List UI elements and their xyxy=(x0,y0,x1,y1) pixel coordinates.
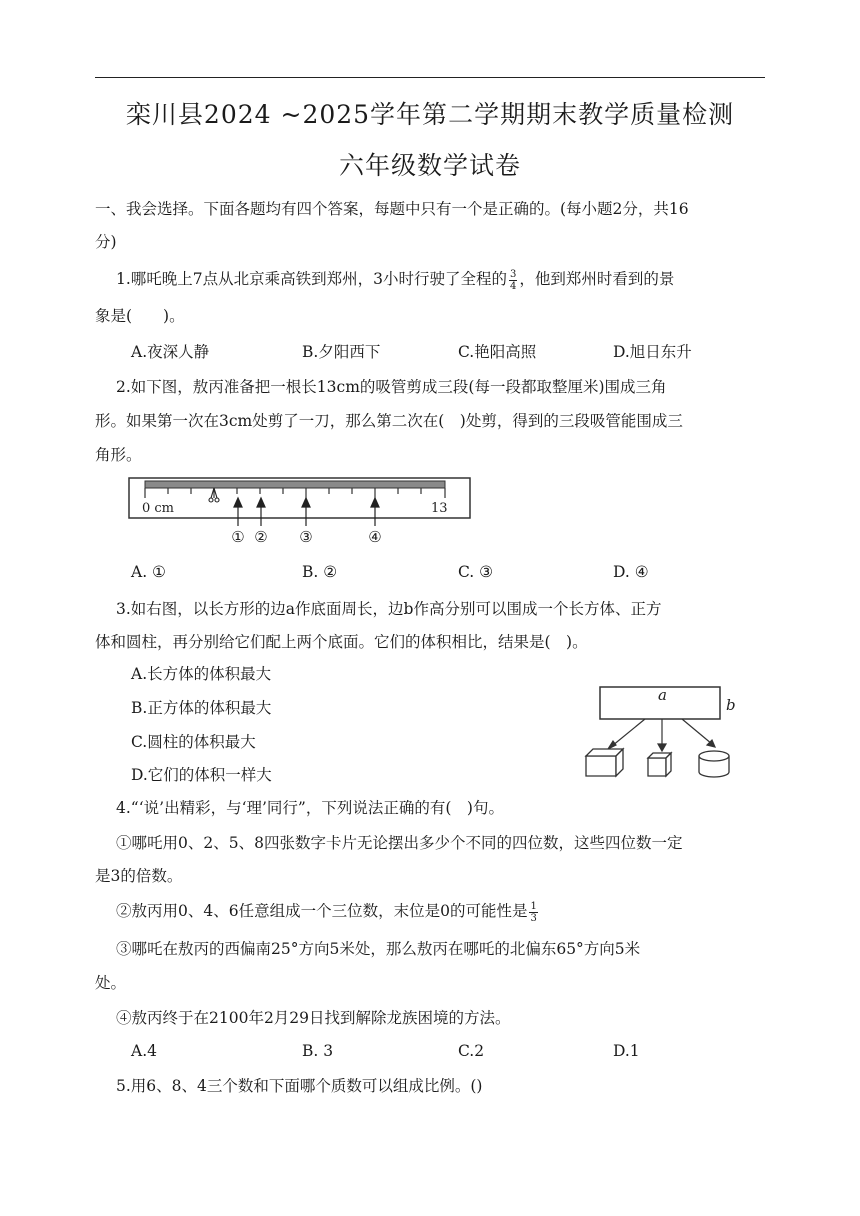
marker-4: ④ xyxy=(368,528,382,546)
question-1-text-b: ，他到郑州时看到的景 xyxy=(519,270,675,288)
q2-option-b: B. ② xyxy=(302,563,338,581)
marker-1: ① xyxy=(231,528,245,546)
header-rule xyxy=(95,77,765,78)
fraction-numerator: 1 xyxy=(530,900,537,912)
fraction-denominator: 3 xyxy=(530,912,537,924)
q2-option-c: C. ③ xyxy=(458,563,494,581)
q2-option-a: A. ① xyxy=(131,563,166,581)
ruler-end-label: 13 xyxy=(431,501,448,516)
fraction-denominator: 4 xyxy=(510,280,517,292)
ruler-figure xyxy=(128,476,473,550)
question-1-text-a: 1.哪吒晚上7点从北京乘高铁到郑州，3小时行驶了全程的 xyxy=(116,270,508,288)
section-heading: 一、我会选择。下面各题均有四个答案，每题中只有一个是正确的。(每小题2分，共16 xyxy=(95,200,689,218)
q1-option-c: C.艳阳高照 xyxy=(458,343,537,361)
q3-option-a: A.长方体的体积最大 xyxy=(131,665,272,683)
cube-icon xyxy=(648,753,671,776)
straw xyxy=(145,481,445,488)
q3-option-d: D.它们的体积一样大 xyxy=(131,766,272,784)
question-1 xyxy=(116,268,674,292)
fraction-numerator: 3 xyxy=(510,268,517,280)
q1-option-d: D.旭日东升 xyxy=(613,343,692,361)
question-3-cont: 体和圆柱，再分别给它们配上两个底面。它们的体积相比，结果是( )。 xyxy=(95,633,588,651)
q4-option-c: C.2 xyxy=(458,1042,485,1060)
question-4: 4.“‘说’出精彩，与‘理’同行”，下列说法正确的有( )句。 xyxy=(116,799,504,817)
marker-2: ② xyxy=(254,528,268,546)
shape-arrows xyxy=(608,719,715,751)
question-2: 2.如下图，敖丙准备把一根长13cm的吸管剪成三段(每一段都取整厘米)围成三角 xyxy=(116,378,667,396)
exam-title: 栾川县2024 ~2025学年第二学期期末教学质量检测 xyxy=(125,100,735,129)
fraction-three-quarters xyxy=(509,269,517,292)
q4-option-a: A.4 xyxy=(131,1042,157,1060)
statement-3-cont: 处。 xyxy=(95,974,127,992)
q3-option-b: B.正方体的体积最大 xyxy=(131,699,272,717)
cylinder-icon xyxy=(699,751,729,777)
marker-3: ③ xyxy=(299,528,313,546)
fraction-one-third xyxy=(529,901,537,924)
exam-subtitle: 六年级数学试卷 xyxy=(338,151,521,180)
q1-option-a: A.夜深人静 xyxy=(131,343,210,361)
statement-1: ①哪吒用0、2、5、8四张数字卡片无论摆出多少个不同的四位数，这些四位数一定 xyxy=(116,834,683,852)
q4-option-b: B. 3 xyxy=(302,1042,334,1060)
question-1-cont: 象是( )。 xyxy=(95,307,185,325)
ruler-start-label: 0 cm xyxy=(142,501,175,516)
statement-3: ③哪吒在敖丙的西偏南25°方向5米处，那么敖丙在哪吒的北偏东65°方向5米 xyxy=(116,940,641,958)
section-heading-cont: 分) xyxy=(95,233,117,251)
statement-1-cont: 是3的倍数。 xyxy=(95,867,183,885)
q1-option-b: B.夕阳西下 xyxy=(302,343,381,361)
shapes-figure xyxy=(580,684,750,780)
q2-option-d: D. ④ xyxy=(613,563,649,581)
q3-option-c: C.圆柱的体积最大 xyxy=(131,733,256,751)
question-3: 3.如右图，以长方形的边a作底面周长，边b作高分别可以围成一个长方体、正方 xyxy=(116,600,662,618)
statement-2 xyxy=(116,900,540,924)
statement-4: ④敖丙终于在2100年2月29日找到解除龙族困境的方法。 xyxy=(116,1009,511,1027)
question-2-cont-2: 角形。 xyxy=(95,446,142,464)
q4-option-d: D.1 xyxy=(613,1042,640,1060)
question-5: 5.用6、8、4三个数和下面哪个质数可以组成比例。() xyxy=(116,1077,483,1095)
question-2-cont: 形。如果第一次在3cm处剪了一刀，那么第二次在( )处剪，得到的三段吸管能围成三 xyxy=(95,412,683,430)
label-b: b xyxy=(726,696,736,714)
statement-2-text: ②敖丙用0、4、6任意组成一个三位数，末位是0的可能性是 xyxy=(116,902,528,920)
cuboid-icon xyxy=(586,749,623,776)
label-a: a xyxy=(658,686,667,704)
